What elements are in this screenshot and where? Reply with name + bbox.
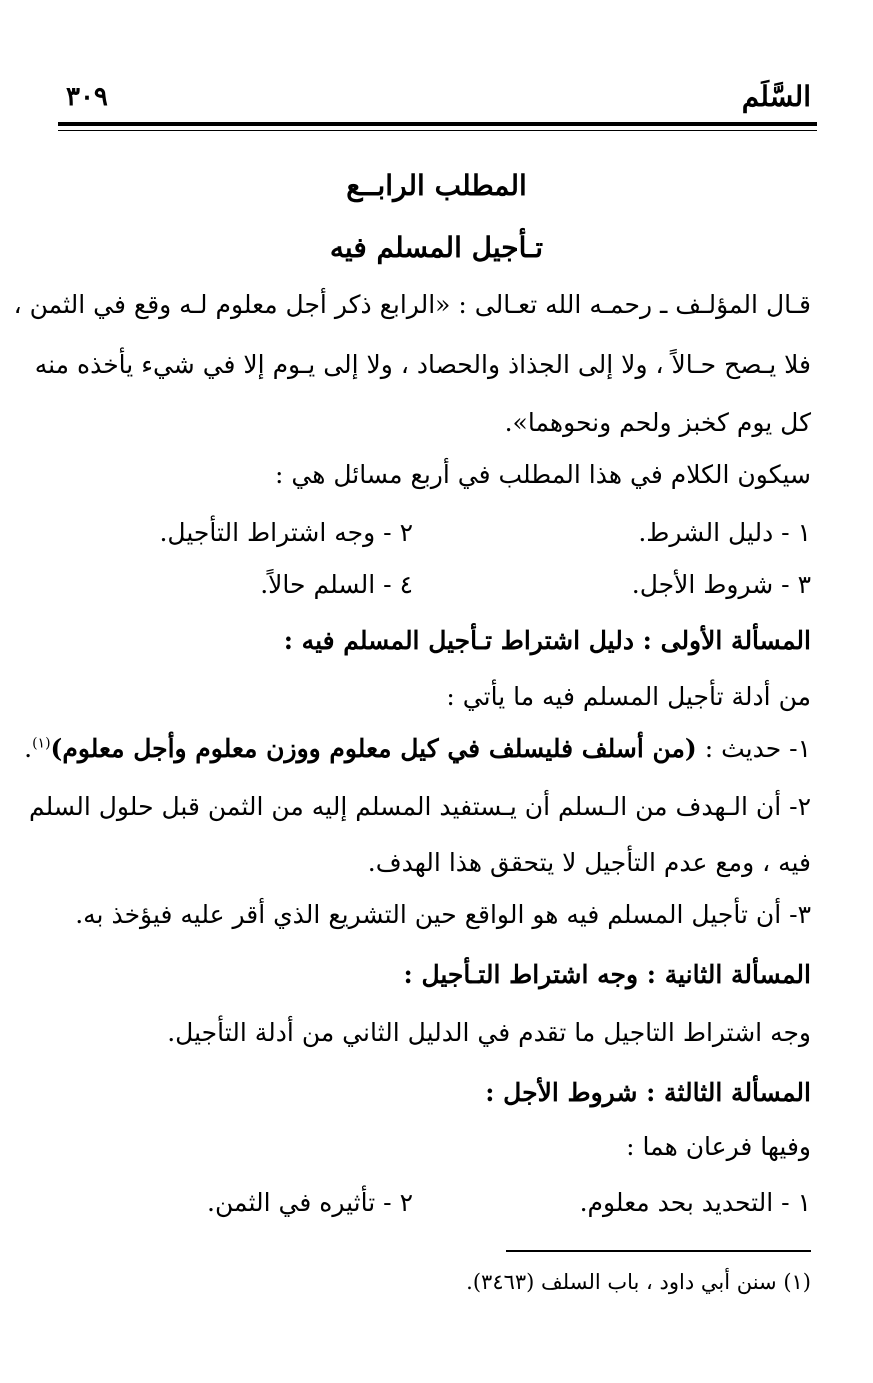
question-2-text: وجه اشتراط التاجيل ما تقدم في الدليل الثاني من أدلة التأجيل. [167,1018,811,1047]
running-header [58,80,811,120]
evidence-1-hadith: (من أسلف فليسلف في كيل معلوم ووزن معلوم وأجل معلوم) [50,734,697,763]
evidence-3: ٣- أن تأجيل المسلم فيه هو الواقع حين التشريع الذي أقر عليه فيؤخذ به. [75,900,811,929]
footnote: (١) سنن أبي داود ، باب السلف (٣٤٦٣). [466,1270,811,1294]
question-1-heading: المسألة الأولى : دليل اشتراط تـأجيل المسلم فيه : [283,626,811,655]
evidence-2-line-2: فيه ، ومع عدم التأجيل لا يتحقق هذا الهدف. [367,848,811,877]
section-subheading: تـأجيل المسلم فيه [329,231,544,264]
question-3-intro: وفيها فرعان هما : [626,1132,811,1161]
evidence-2-line-1: ٢- أن الـهدف من الـسلم أن يـستفيد المسلم إليه من الثمن قبل حلول السلم [29,792,811,821]
running-title: السَّلَم [741,80,811,113]
footnote-separator [506,1250,811,1252]
header-rule-thick [58,122,817,126]
evidence-1-prefix: ١- حديث : [696,734,811,763]
question-2-heading: المسألة الثانية : وجه اشتراط التـأجيل : [403,960,811,989]
outline-item-3: ٣ - شروط الأجل. [631,570,811,599]
outline-item-4: ٤ - السلم حالاً. [260,570,413,599]
quote-line-1: قـال المؤلـف ـ رحمـه الله تعـالى : «الرابع ذكر أجل معلوم لـه وقع في الثمن ، [13,290,811,319]
outline-item-1: ١ - دليل الشرط. [638,518,811,547]
question-1-intro: من أدلة تأجيل المسلم فيه ما يأتي : [446,682,811,711]
intro-line: سيكون الكلام في هذا المطلب في أربع مسائل هي : [275,460,811,489]
quote-line-3: كل يوم كخبز ولحم ونحوهما». [504,408,811,437]
section-heading: المطلب الرابــع [346,169,527,202]
question-3-heading: المسألة الثالثة : شروط الأجل : [485,1078,811,1107]
branch-item-1: ١ - التحديد بحد معلوم. [579,1188,811,1217]
page-number: ٣٠٩ [66,82,108,112]
evidence-1 [24,734,811,763]
header-rule-thin [58,130,817,131]
evidence-1-end: . [24,734,33,763]
footnote-marker: (١) [32,735,51,752]
branch-item-2: ٢ - تأثيره في الثمن. [207,1188,413,1217]
quote-line-2: فلا يـصح حـالاً ، ولا إلى الجذاذ والحصاد ، ولا إلى يـوم إلا في شيء يأخذه منه [34,350,811,379]
outline-item-2: ٢ - وجه اشتراط التأجيل. [159,518,413,547]
